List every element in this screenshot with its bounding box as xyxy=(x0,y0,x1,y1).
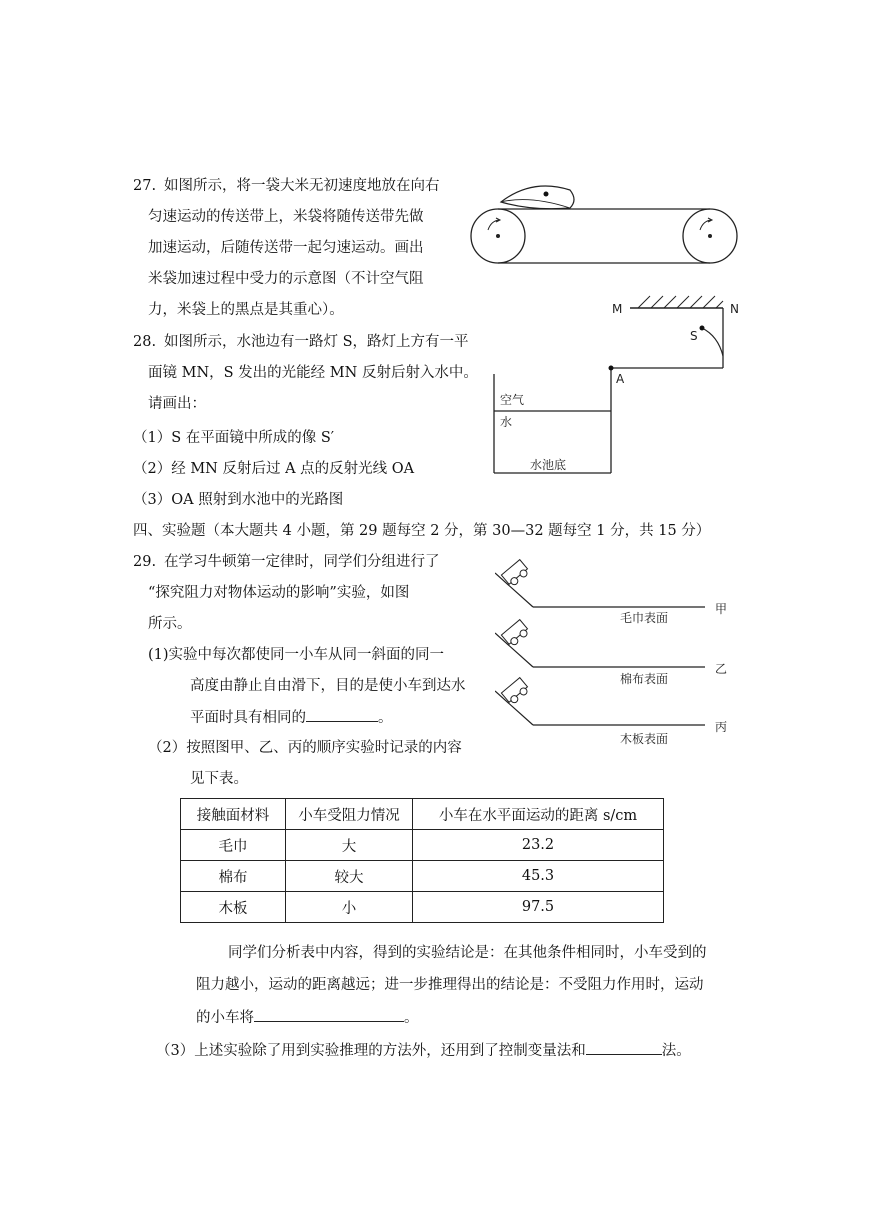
rice-bag xyxy=(501,186,574,209)
incline-wood xyxy=(495,678,727,746)
table-row xyxy=(181,861,664,892)
table-cell: 大 xyxy=(286,830,413,861)
table-cell: 23.2 xyxy=(413,830,664,861)
surface-wood-label: 木板表面 xyxy=(620,732,669,746)
label-air: 空气 xyxy=(500,393,525,407)
conclusion-end: 。 xyxy=(404,1010,419,1026)
q28-item-2: （2）经 MN 反射后过 A 点的反射光线 OA xyxy=(133,461,415,477)
conclusion-text: 的小车将 xyxy=(196,1010,254,1026)
table-cell: 木板 xyxy=(181,892,286,923)
q29-part3-end: 法。 xyxy=(661,1043,691,1059)
section-4-title: 四、实验题（本大题共 4 小题，第 29 题每空 2 分，第 30—32 题每空 1 分，共 15 分） xyxy=(133,523,711,539)
q28-item-1: （1）S 在平面镜中所成的像 S′ xyxy=(133,430,335,446)
q29-intro-2: “探究阻力对物体运动的影响”实验，如图 xyxy=(148,585,410,601)
table-header: 小车受阻力情况 xyxy=(286,799,413,830)
table-header: 接触面材料 xyxy=(181,799,286,830)
incline-figure xyxy=(495,555,740,750)
label-pool-bottom: 水池底 xyxy=(530,458,567,472)
label-M: M xyxy=(612,302,623,316)
conclusion-line-3 xyxy=(196,1007,419,1028)
table-row xyxy=(181,830,664,861)
surface-cotton-label: 棉布表面 xyxy=(620,672,669,686)
surface-towel-label: 毛巾表面 xyxy=(620,611,669,625)
q29-intro-3: 所示。 xyxy=(148,616,192,632)
label-S: S xyxy=(690,329,698,343)
q28-line-3: 请画出： xyxy=(148,396,206,412)
tag-jia: 甲 xyxy=(715,602,728,616)
pool-mirror-figure xyxy=(470,290,760,480)
conveyor-belt-figure xyxy=(470,180,750,272)
q29-part1-end: 。 xyxy=(378,710,393,726)
table-cell: 棉布 xyxy=(181,861,286,892)
q29-part3 xyxy=(156,1040,691,1061)
q27-line-2: 匀速运动的传送带上，米袋将随传送带先做 xyxy=(148,209,424,225)
q29-number: 29. xyxy=(133,554,157,570)
table-cell: 小 xyxy=(286,892,413,923)
tag-yi: 乙 xyxy=(715,662,728,676)
tag-bing: 丙 xyxy=(715,720,728,734)
q28-line-2: 面镜 MN，S 发出的光能经 MN 反射后射入水中。 xyxy=(148,365,478,381)
q28-number: 28. xyxy=(133,334,157,350)
answer-blank-3[interactable] xyxy=(586,1040,662,1055)
table-cell: 毛巾 xyxy=(181,830,286,861)
q28-line-1: 如图所示，水池边有一路灯 S，路灯上方有一平 xyxy=(164,334,469,350)
q29-part3-text: （3）上述实验除了用到实验推理的方法外，还用到了控制变量法和 xyxy=(156,1043,586,1059)
q27-line-5: 力，米袋上的黑点是其重心）。 xyxy=(148,302,344,318)
q29-part2-line-2: 见下表。 xyxy=(190,771,248,787)
label-A: A xyxy=(616,372,625,386)
q29-part1-text: 平面时具有相同的 xyxy=(190,710,306,726)
incline-cotton xyxy=(495,620,727,686)
results-table xyxy=(180,798,664,923)
incline-towel xyxy=(495,560,727,625)
label-N: N xyxy=(730,302,739,316)
table-header: 小车在水平面运动的距离 s/cm xyxy=(413,799,664,830)
q29-part2-line-1: （2）按照图甲、乙、丙的顺序实验时记录的内容 xyxy=(148,740,462,756)
q27-number: 27. xyxy=(133,178,157,194)
conclusion-line-1: 同学们分析表中内容，得到的实验结论是：在其他条件相同时，小车受到的 xyxy=(228,945,707,961)
q29-part1-line-2: 高度由静止自由滑下，目的是使小车到达水 xyxy=(190,678,466,694)
q27-line-4: 米袋加速过程中受力的示意图（不计空气阻 xyxy=(148,271,424,287)
conclusion-line-2: 阻力越小，运动的距离越远；进一步推理得出的结论是：不受阻力作用时，运动 xyxy=(196,977,704,993)
label-water: 水 xyxy=(500,415,513,429)
q27-line-1: 如图所示，将一袋大米无初速度地放在向右 xyxy=(164,178,440,194)
q28-item-3: （3）OA 照射到水池中的光路图 xyxy=(133,492,344,508)
answer-blank-1[interactable] xyxy=(306,707,378,722)
table-cell: 45.3 xyxy=(413,861,664,892)
q29-intro-1: 在学习牛顿第一定律时，同学们分组进行了 xyxy=(164,554,440,570)
q29-part1-line-1: (1)实验中每次都使同一小车从同一斜面的同一 xyxy=(148,647,445,663)
q29-part1-line-3 xyxy=(190,707,393,728)
q27-line-3: 加速运动，后随传送带一起匀速运动。画出 xyxy=(148,240,424,256)
table-header-row xyxy=(181,799,664,830)
table-cell: 97.5 xyxy=(413,892,664,923)
table-row xyxy=(181,892,664,923)
table-cell: 较大 xyxy=(286,861,413,892)
answer-blank-2[interactable] xyxy=(254,1007,404,1022)
